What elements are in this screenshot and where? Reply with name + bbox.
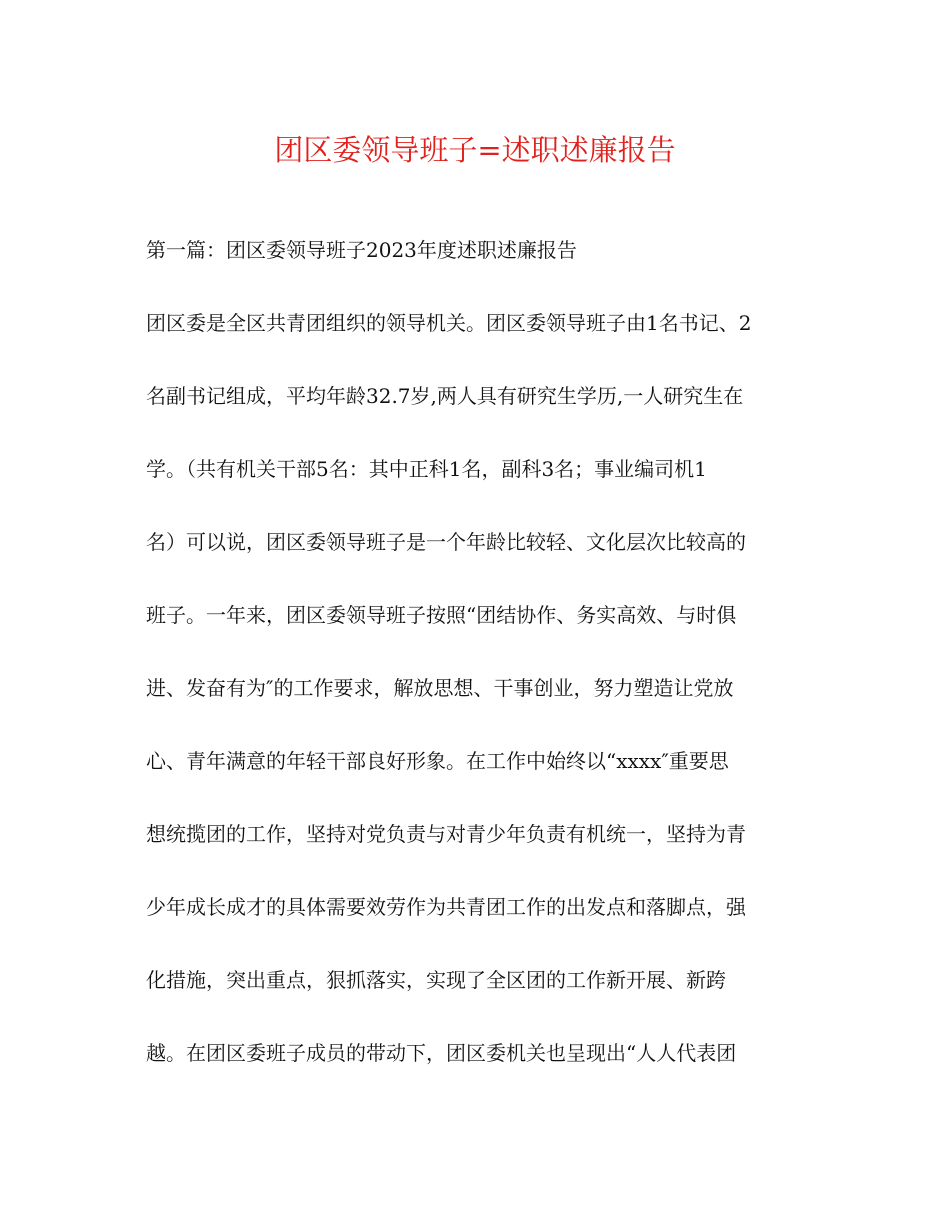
text-line: 名）可以说，团区委领导班子是一个年龄比较轻、文化层次比较高的: [146, 530, 746, 554]
section-heading: 第一篇：团区委领导班子2023年度述职述廉报告: [146, 238, 577, 262]
text-line: 团区委是全区共青团组织的领导机关。团区委领导班子由1名书记、2: [146, 311, 752, 335]
text-line: 化措施，突出重点，狠抓落实，实现了全区团的工作新开展、新跨: [146, 968, 726, 992]
text-line: 越。在团区委班子成员的带动下，团区委机关也呈现出“人人代表团: [146, 1041, 737, 1065]
text-line: 进、发奋有为″的工作要求，解放思想、干事创业，努力塑造让党放: [146, 676, 734, 700]
text-line: 学。（共有机关干部5名：其中正科1名，副科3名；事业编司机1: [146, 457, 707, 481]
document-title: 团区委领导班子=述职述廉报告: [274, 133, 676, 167]
text-line: 班子。一年来，团区委领导班子按照“团结协作、务实高效、与时俱: [146, 603, 737, 627]
text-line: 心、青年满意的年轻干部良好形象。在工作中始终以“xxxx″重要思: [146, 749, 729, 773]
text-line: 少年成长成才的具体需要效劳作为共青团工作的出发点和落脚点，强: [146, 895, 746, 919]
body-text: [146, 305, 826, 1108]
text-line: 名副书记组成，平均年龄32.7岁,两人具有研究生学历,一人研究生在: [146, 384, 744, 408]
text-line: 想统揽团的工作，坚持对党负责与对青少年负责有机统一，坚持为青: [146, 822, 746, 846]
